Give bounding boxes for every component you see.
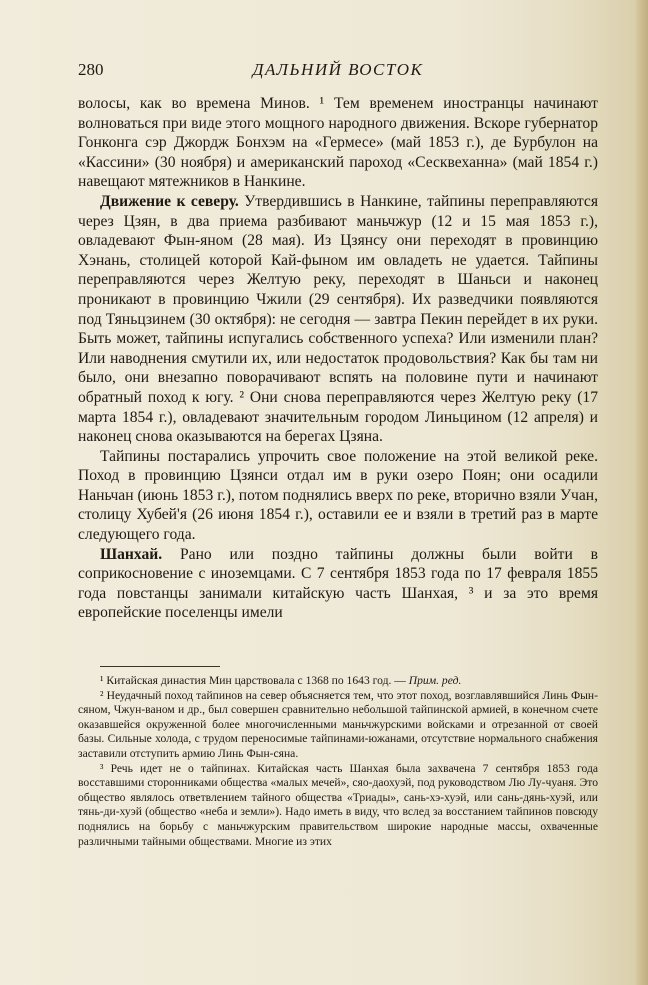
page-number: 280 [78,60,104,79]
page-edge-shadow [634,0,648,985]
paragraph-4-text: Рано или поздно тайпины должны были войти в соприкосновение с иноземцами. С 7 сентября 1853 года по 17 февраля 1855 года повстанцы занимали китайскую часть Шанхая, ³ и за это время европейские поселенцы имели [78,545,598,622]
paragraph-2 [78,192,598,447]
paragraph-3: Тайпины постарались упрочить свое положение на этой великой реке. Поход в провинцию Цзянси отдал им в руки озеро Поян; они осадили Наньчан (июнь 1853 г.), потом поднялись вверх по реке, вторично взяли Учан, столицу Хубей'я (26 июня 1854 г.), оставили ее и взяли в третий раз в марте следующего года. [78,447,598,544]
footnote-1-editor-note: Прим. ред. [405,674,462,687]
paragraph-4 [78,545,598,623]
paragraph-2-text: Утвердившись в Нанкине, тайпины переправляются через Цзян, в два приема разбивают маньчжур (12 и 15 мая 1853 г.), овладевают Фын-яном (28 мая). Из Цзянсу они переходят в провинцию Хэнань, столицей которой Кай-фыном им овладеть не удается. Тайпины переправляются через Желтую реку, переходят в Шаньси и наконец проникают в провинцию Чжили (29 сентября). Их разведчики появляются под Тяньцзинем (30 октября): не сегодня — завтра Пекин перейдет в их руки. Быть может, тайпины испугались собственного успеха? Или изменили план? Или наводнения смутили их, или недостаток продовольствия? Как бы там ни было, они внезапно поворачивают вспять на половине пути и начинают обратный поход к югу. ² Они снова переправляются через Желтую реку (17 марта 1854 г.), овладевают значительным городом Линьцином (12 апреля) и наконец снова оказываются на берегах Цзяна. [78,192,598,446]
running-title: ДАЛЬНИЙ ВОСТОК [252,60,424,79]
footnote-1 [78,674,598,689]
footnote-1-text: ¹ Китайская династия Мин царствовала с 1368 по 1643 год. — [100,674,406,687]
paragraph-1: волосы, как во времена Минов. ¹ Тем временем иностранцы начинают волноваться при виде этого мощного народного движения. Вскоре губернатор Гонконга сэр Джордж Бонхэм на «Гермесе» (май 1853 г.), де Бурбулон на «Кассини» (30 ноября) и американский пароход «Сесквеханна» (май 1854 г.) навещают мятежников в Нанкине. [78,95,598,191]
footnote-3: ³ Речь идет не о тайпинах. Китайская часть Шанхая была захвачена 7 сентября 1853 года восставшими сторонниками общества «малых мечей», сяо-даохуэй, под руководством Лю Лу-чуаня. Это общество являлось ответвлением тайного общества «Триады», сань-хэ-хуэй, или сань-дянь-хуэй, или тянь-ди-хуэй (общество «неба и земли»). Надо иметь в виду, что вслед за восстанием тайпинов повсюду поднялись на борьбу с маньчжурским правительством широкие народные массы, охваченные различными тайными обществами. Многие из этих [78,761,598,848]
main-text [78,94,598,623]
footnote-2: ² Неудачный поход тайпинов на север объясняется тем, что этот поход, возглавлявшийся Линь Фын-сяном, Чжун-ваном и др., был совершен сравнительно небольшой тайпинской армией, в конечном счете оказавшейся окруженной более многочисленными маньчжурскими войсками и отрезанной от своей базы. Сильные холода, с трудом переносимые тайпинами-южанами, отсутствие нормального снабжения заставили отступить армию Линь Фын-сяна. [78,688,598,760]
section-heading-north: Движение к северу. [100,192,239,210]
section-heading-shanghai: Шанхай. [100,545,163,563]
page-header [78,60,598,84]
footnotes [78,674,598,849]
footnote-rule [100,666,220,667]
